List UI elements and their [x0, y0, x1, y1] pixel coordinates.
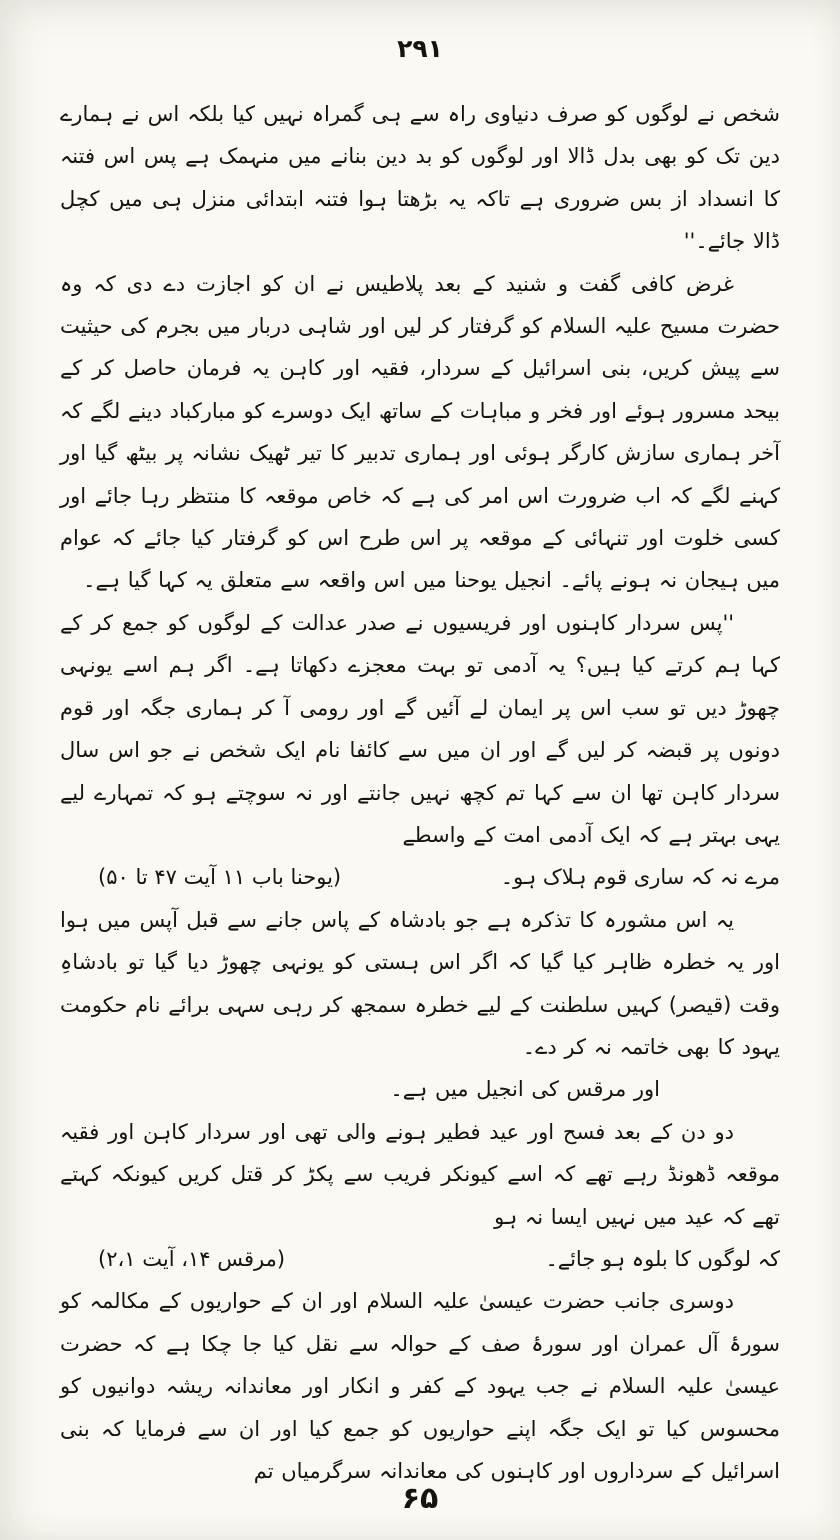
mark-quote-last-line: کہ لوگوں کا بلوہ ہو جائے۔ [545, 1246, 780, 1271]
verse-reference-mark: (مرقس ۱۴، آیت ۲،۱) [98, 1246, 286, 1271]
paragraph-pilate-permission: غرض کافی گفت و شنید کے بعد پلاطیس نے ان کو اجازت دے دی کہ وہ حضرت مسیح علیہ السلام کو گرفتار کر لیں اور شاہی دربار میں بجرم کی حیثیت سے پیش کریں، بنی اسرائیل کے سردار، فقیہ اور کاہن یہ فرمان حاصل کر کے بیحد مسرور ہوئے اور فخر و مباہات کے ساتھ ایک دوسرے کو مبارکباد دینے لگے کہ آخر ہماری سازش کارگر ہوئی اور ہماری تدبیر کا تیر ٹھیک نشانہ پر بیٹھ گیا اور کہنے لگے کہ اب ضرورت اس امر کی ہے کہ خاص موقعہ کا منتظر رہا جائے اور کسی خلوت اور تنہائی کے موقعہ پر اس طرح اس کو گرفتار کیا جائے کہ عوام میں ہیجان نہ ہونے پائے۔ انجیل یوحنا میں اس واقعہ سے متعلق یہ کہا گیا ہے۔ [60, 271, 780, 593]
john-quote-last-line-with-reference [60, 856, 780, 898]
paragraph-council-concern: یہ اس مشورہ کا تذکرہ ہے جو بادشاہ کے پاس جانے سے قبل آپس میں ہوا اور یہ خطرہ ظاہر کیا گیا کہ اگر اس ہستی کو یونہی چھوڑ دیا گیا تو بادشاہِ وقت (قیصر) کہیں سلطنت کے لیے خطرہ سمجھ کر رہی سہی برائے نام حکومت یہود کا بھی خاتمہ نہ کر دے۔ [60, 907, 780, 1059]
line-mark-gospel-intro: اور مرقس کی انجیل میں ہے۔ [390, 1077, 660, 1102]
john-quote-last-line: مرے نہ کہ ساری قوم ہلاک ہو۔ [500, 865, 780, 890]
paragraph-continuation: شخص نے لوگوں کو صرف دنیاوی راہ سے ہی گمراہ نہیں کیا بلکہ اس نے ہمارے دین تک کو بھی بدل ڈالا اور لوگوں کو بد دین بنانے میں منہمک ہے پس اس فتنہ کا انسداد از بس ضروری ہے تاکہ یہ بڑھتا ہوا فتنہ ابتدائی منزل ہی میں کچل ڈالا جائے۔'' [60, 102, 780, 254]
verse-reference-john: (یوحنا باب ۱۱ آیت ۴۷ تا ۵۰) [98, 865, 342, 890]
page-body-text [60, 93, 780, 1492]
mark-quote-last-line-with-reference [60, 1238, 780, 1280]
quote-gospel-mark: دو دن کے بعد فسح اور عید فطیر ہونے والی تھی اور سردار کاہن اور فقیہ موقعہ ڈھونڈ رہے تھے کہ اسے کیونکر فریب سے پکڑ کر قتل کریں کیونکہ کہتے تھے کہ عید میں نہیں ایسا نہ ہو [60, 1119, 780, 1229]
page-number-bottom: ۶۵ [401, 1481, 439, 1516]
paragraph-jesus-disciples: دوسری جانب حضرت عیسیٰ علیہ السلام اور ان کے حواریوں کے مکالمہ کو سورۂ آل عمران اور سورۂ صف کے حوالہ سے نقل کیا جا چکا ہے کہ حضرت عیسیٰ علیہ السلام نے جب یہود کے کفر و انکار اور معاندانہ ریشہ دوانیوں کو محسوس کیا تو ایک جگہ اپنے حواریوں کو جمع کیا اور ان سے فرمایا کہ بنی اسرائیل کے سرداروں اور کاہنوں کی معاندانہ سرگرمیاں تم [60, 1289, 780, 1483]
page-number-top: ۲۹۱ [397, 34, 443, 63]
quote-gospel-john: ''پس سردار کاہنوں اور فریسیوں نے صدر عدالت کے لوگوں کو جمع کر کے کہا ہم کرتے کیا ہیں؟ یہ آدمی تو بہت معجزے دکھاتا ہے۔ اگر ہم اسے یونہی چھوڑ دیں تو سب اس پر ایمان لے آئیں گے اور رومی آ کر ہماری جگہ اور قوم دونوں پر قبضہ کر لیں گے اور ان میں سے کائفا نام ایک شخص نے جو اس سال سردار کاہن تھا ان سے کہا تم کچھ نہیں جانتے اور نہ سوچتے ہو کہ تمہارے لیے یہی بہتر ہے کہ ایک آدمی امت کے واسطے [60, 610, 780, 847]
